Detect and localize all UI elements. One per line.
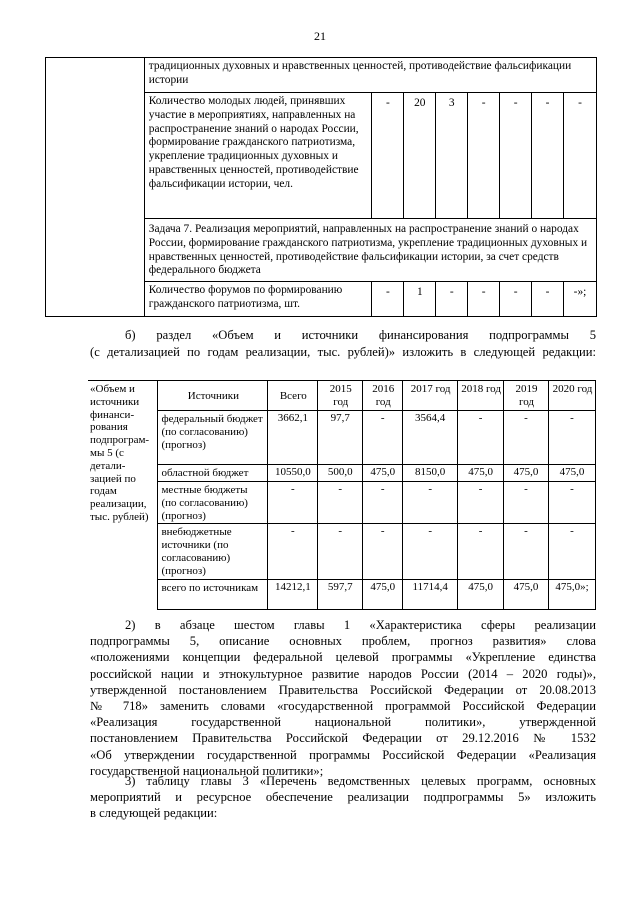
- value-cell: 1: [404, 282, 436, 317]
- total-cell: 3662,1: [268, 411, 318, 465]
- header-year: 2020 год: [548, 381, 595, 411]
- paragraph-line: б) раздел «Объем и источники финансирования подпрограммы 5: [125, 328, 596, 342]
- paragraph-line: (с детализацией по годам реализации, тыс. рублей)» изложить в следующей редакции:: [90, 345, 596, 359]
- paragraph-line: мероприятий и ресурсное обеспечение реализации подпрограммы 5» изложить: [90, 790, 596, 805]
- indicator-label: Количество форумов по формированию гражданского патриотизма, шт.: [144, 282, 372, 317]
- paragraph-b-cont: [90, 344, 596, 360]
- total-cell: -: [268, 482, 318, 524]
- value-cell: 475,0: [504, 465, 549, 482]
- value-cell: -: [548, 524, 595, 579]
- total-cell: 14212,1: [268, 579, 318, 609]
- source-label: федеральный бюджет (по согласованию) (прогноз): [158, 411, 268, 465]
- value-cell: -: [318, 524, 363, 579]
- value-cell: -: [403, 524, 458, 579]
- value-cell: -: [318, 482, 363, 524]
- value-cell: 20: [404, 93, 436, 219]
- value-cell: -: [372, 93, 404, 219]
- paragraph-line: «положениями концепции федеральной целевой программы «Укрепление единства: [90, 650, 596, 665]
- table-row: [88, 465, 596, 482]
- table-header-row: [88, 381, 596, 411]
- paragraph-line: государственной национальной политики»;: [90, 763, 324, 778]
- value-cell: 8150,0: [403, 465, 458, 482]
- value-cell: -: [403, 482, 458, 524]
- paragraph-line: в следующей редакции:: [90, 806, 218, 821]
- value-cell: -: [504, 482, 549, 524]
- value-cell: 475,0: [548, 465, 595, 482]
- source-label: всего по источникам: [158, 579, 268, 609]
- paragraph-line: подпрограммы 5, описание основных проблем, прогноз развития» слова: [90, 634, 596, 649]
- paragraph-3: [90, 773, 596, 822]
- paragraph-line: «Об утверждении государственной программы Российской Федерации «Реализация: [90, 747, 596, 762]
- total-cell: -: [268, 524, 318, 579]
- page-number: 21: [314, 29, 326, 43]
- paragraph-line: 2) в абзаце шестом главы 1 «Характеристика сферы реализации: [125, 618, 596, 632]
- value-cell: -: [504, 411, 549, 465]
- value-cell: -: [458, 524, 504, 579]
- value-cell: -: [363, 482, 403, 524]
- value-cell: -: [363, 524, 403, 579]
- value-cell: -: [548, 482, 595, 524]
- value-cell: -: [504, 524, 549, 579]
- continued-text: традиционных духовных и нравственных ценностей, противодействие фальсификации истории: [144, 58, 596, 93]
- value-cell: -: [372, 282, 404, 317]
- paragraph-line: утвержденной постановлением Правительства Российской Федерации от 20.08.2013: [90, 682, 596, 697]
- financing-table: [88, 380, 596, 610]
- value-cell: 597,7: [318, 579, 363, 609]
- header-year: 2019 год: [504, 381, 549, 411]
- value-cell: -: [532, 93, 564, 219]
- value-cell: 475,0: [458, 579, 504, 609]
- value-cell: -: [532, 282, 564, 317]
- value-cell: -»;: [563, 282, 596, 317]
- source-label: местные бюджеты (по согласованию) (прогноз): [158, 482, 268, 524]
- value-cell: -: [468, 282, 500, 317]
- header-year: 2018 год: [458, 381, 504, 411]
- value-cell: -: [548, 411, 595, 465]
- value-cell: 475,0: [458, 465, 504, 482]
- value-cell: -: [458, 411, 504, 465]
- paragraph-b: [125, 327, 596, 343]
- paragraph-line: № 718» заменить словами «государственной программой Российской Федерации: [90, 698, 596, 713]
- value-cell: -: [363, 411, 403, 465]
- value-cell: -: [468, 93, 500, 219]
- header-year: 2015 год: [318, 381, 363, 411]
- value-cell: -: [458, 482, 504, 524]
- source-label: областной бюджет: [158, 465, 268, 482]
- indicators-table: [45, 57, 597, 317]
- empty-cell: [46, 58, 145, 317]
- header-year: 2016 год: [363, 381, 403, 411]
- header-year: 2017 год: [403, 381, 458, 411]
- total-cell: 10550,0: [268, 465, 318, 482]
- table-row: [88, 579, 596, 609]
- paragraph-line: «Реализация государственной национальной политики», утвержденной: [90, 715, 596, 730]
- source-label: внебюджетные источники (по согласованию) (прогноз): [158, 524, 268, 579]
- paragraph-2: [90, 617, 596, 779]
- table-row: [88, 524, 596, 579]
- value-cell: -: [500, 282, 532, 317]
- value-cell: 475,0»;: [548, 579, 595, 609]
- value-cell: -: [436, 282, 468, 317]
- table-row: [88, 482, 596, 524]
- task-7: Задача 7. Реализация мероприятий, направленных на распространение знаний о народах России, формирование гражданского патриотизма, укрепление традиционных духовных и нравственных ценностей, противодействие фальсификации истории, за счет средств федерального бюджета: [144, 219, 596, 282]
- table-row: [88, 411, 596, 465]
- value-cell: 475,0: [363, 465, 403, 482]
- value-cell: -: [563, 93, 596, 219]
- indicator-label: Количество молодых людей, принявших участие в мероприятиях, направленных на распространение знаний о народах России, формирование гражданского патриотизма, укрепление традиционных духовных и нравственных ценностей, противодействие фальсификации истории, чел.: [144, 93, 372, 219]
- value-cell: 475,0: [504, 579, 549, 609]
- value-cell: 475,0: [363, 579, 403, 609]
- header-sources: Источники: [158, 381, 268, 411]
- table-row: [46, 58, 597, 93]
- header-total: Всего: [268, 381, 318, 411]
- row-header: «Объем и источники финанси-рования подпрограм-мы 5 (с детали-зацией по годам реализации, тыс. рублей): [88, 381, 158, 610]
- paragraph-line: российской нации и этнокультурное развитие народов России (2014 – 2020 годы)»,: [90, 666, 596, 681]
- value-cell: 3: [436, 93, 468, 219]
- value-cell: 11714,4: [403, 579, 458, 609]
- paragraph-line: 3) таблицу главы 3 «Перечень ведомственных целевых программ, основных: [125, 774, 596, 788]
- value-cell: 3564,4: [403, 411, 458, 465]
- value-cell: -: [500, 93, 532, 219]
- paragraph-line: постановлением Правительства Российской Федерации от 29.12.2016 № 1532: [90, 731, 596, 746]
- value-cell: 97,7: [318, 411, 363, 465]
- value-cell: 500,0: [318, 465, 363, 482]
